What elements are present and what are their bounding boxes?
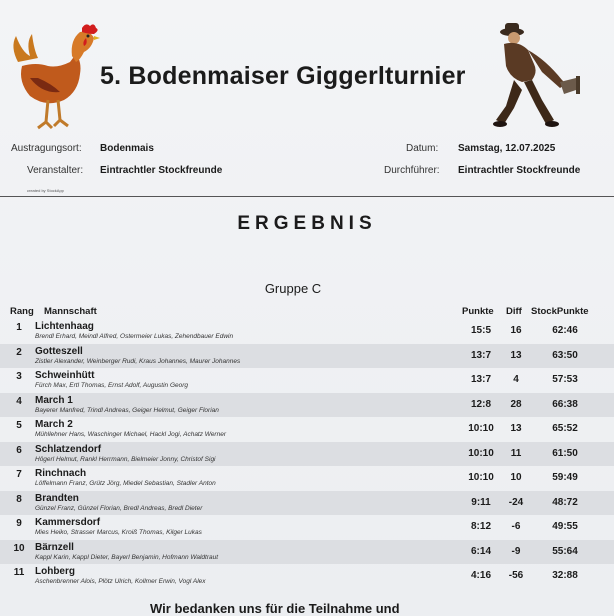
rank-cell: 10 [13, 542, 25, 554]
team-players: Bayerer Manfred, Trindl Andreas, Geiger Helmut, Geiger Florian [35, 406, 219, 414]
stockpunkte-cell: 62:46 [552, 325, 578, 336]
stockpunkte-cell: 48:72 [552, 496, 578, 508]
rank-cell: 9 [16, 518, 22, 529]
diff-cell: 4 [513, 374, 519, 385]
footer-thanks: Wir bedanken uns für die Teilnahme und [150, 601, 400, 616]
team-name: Schweinhütt [35, 370, 95, 381]
team-name: Bärnzell [35, 541, 74, 553]
rank-cell: 4 [16, 395, 22, 407]
durchfuehrer-value: Eintrachtler Stockfreunde [458, 165, 581, 176]
group-title: Gruppe C [264, 281, 322, 296]
stockpunkte-cell: 66:38 [552, 398, 578, 410]
team-name: Gotteszell [35, 345, 83, 357]
veranstalter-label: Veranstalter: [27, 165, 84, 176]
table-row [0, 515, 614, 540]
veranstalter-value: Eintrachtler Stockfreunde [100, 165, 223, 176]
diff-cell: 11 [510, 447, 522, 459]
diff-cell: 16 [510, 325, 522, 336]
team-players: Kappl Karin, Kappl Dieter, Bayerl Benjamin, Hofmann Waldtraut [35, 553, 219, 561]
rank-cell: 11 [13, 567, 25, 578]
rank-cell: 2 [16, 346, 22, 358]
diff-cell: -24 [508, 496, 524, 508]
team-name: Kammersdorf [35, 517, 101, 528]
team-players: Högerl Helmut, Rankl Herrmann, Bielmeier Jonny, Christof Sigi [35, 455, 216, 463]
col-stockpunkte: StockPunkte [531, 306, 589, 317]
punkte-cell: 10:10 [468, 472, 494, 483]
punkte-cell: 8:12 [470, 521, 491, 532]
rank-cell: 8 [16, 493, 22, 505]
punkte-cell: 9:11 [471, 496, 491, 508]
datum-value: Samstag, 12.07.2025 [458, 143, 556, 154]
stockpunkte-cell: 49:55 [552, 521, 578, 532]
punkte-cell: 10:10 [468, 447, 494, 459]
diff-cell: 28 [510, 398, 522, 410]
diff-cell: -56 [508, 570, 524, 581]
punkte-cell: 10:10 [468, 423, 494, 434]
austragungsort-label: Austragungsort: [11, 143, 82, 154]
team-name: Brandten [35, 492, 79, 504]
diff-cell: 10 [510, 472, 522, 483]
table-row [0, 466, 614, 491]
team-players: Löffelmann Franz, Grütz Jörg, Miedel Sebastian, Stadler Anton [35, 480, 216, 487]
stock-player-illustration [492, 20, 586, 132]
table-row [0, 319, 614, 344]
punkte-cell: 6:14 [470, 545, 491, 557]
punkte-cell: 15:5 [470, 325, 491, 336]
team-name: Lichtenhaag [35, 321, 94, 332]
team-players: Mies Heiko, Strasser Marcus, Kroiß Thomas, Kilger Lukas [35, 529, 202, 536]
diff-cell: 13 [510, 423, 522, 434]
team-name: March 1 [35, 394, 73, 406]
stockpunkte-cell: 59:49 [552, 472, 578, 483]
table-row [0, 344, 614, 369]
rank-cell: 3 [16, 371, 22, 382]
table-row [0, 564, 614, 589]
durchfuehrer-label: Durchführer: [384, 165, 440, 176]
rooster-illustration [8, 22, 100, 134]
col-diff: Diff [506, 306, 522, 317]
table-row [0, 442, 614, 467]
rank-cell: 5 [16, 420, 22, 431]
punkte-cell: 13:7 [470, 374, 491, 385]
stockpunkte-cell: 63:50 [552, 349, 578, 361]
stockpunkte-cell: 57:53 [552, 374, 578, 385]
table-row [0, 393, 614, 418]
table-row [0, 417, 614, 442]
col-mannschaft: Mannschaft [44, 306, 97, 317]
team-players: Zistler Alexander, Weinberger Rudi, Kraus Johannes, Maurer Johannes [35, 357, 241, 365]
tournament-title: 5. Bodenmaiser Giggerlturnier [100, 62, 466, 90]
datum-label: Datum: [406, 143, 439, 154]
team-players: Günzel Franz, Günzel Florian, Bredl Andreas, Bredl Dieter [35, 504, 203, 512]
rank-cell: 7 [16, 469, 22, 480]
created-by-note: created by StockApp [27, 188, 64, 193]
results-table [0, 319, 614, 589]
team-players: Brendl Erhard, Meindl Alfred, Ostermeier Lukas, Zehendbauer Edwin [35, 333, 234, 340]
stockpunkte-cell: 55:64 [552, 545, 578, 557]
diff-cell: 13 [510, 349, 522, 361]
diff-cell: -6 [511, 521, 521, 532]
table-row [0, 368, 614, 393]
team-players: Aschenbrenner Alois, Plötz Ulrich, Kollmer Erwin, Vogl Alex [35, 578, 206, 585]
header-divider [0, 196, 614, 197]
stockpunkte-cell: 32:88 [552, 570, 578, 581]
table-row [0, 540, 614, 565]
team-name: Rinchnach [35, 468, 87, 479]
team-name: Lohberg [35, 566, 75, 577]
punkte-cell: 12:8 [470, 398, 491, 410]
austragungsort-value: Bodenmais [100, 143, 154, 154]
punkte-cell: 4:16 [470, 570, 491, 581]
stockpunkte-cell: 65:52 [552, 423, 578, 434]
table-row [0, 491, 614, 516]
table-header [0, 304, 614, 318]
punkte-cell: 13:7 [470, 349, 491, 361]
team-name: March 2 [35, 419, 73, 430]
diff-cell: -9 [511, 545, 521, 557]
rank-cell: 1 [16, 322, 22, 333]
stockpunkte-cell: 61:50 [552, 447, 578, 459]
team-name: Schlatzendorf [35, 443, 102, 455]
result-heading: ERGEBNIS [237, 213, 377, 234]
team-players: Mühllehner Hans, Waschinger Michael, Hackl Jogi, Achatz Werner [35, 431, 226, 438]
rank-cell: 6 [16, 444, 22, 456]
col-punkte: Punkte [462, 306, 494, 317]
col-rang: Rang [10, 306, 34, 317]
team-players: Fürch Max, Ertl Thomas, Ernst Adolf, Augustin Georg [35, 382, 189, 389]
